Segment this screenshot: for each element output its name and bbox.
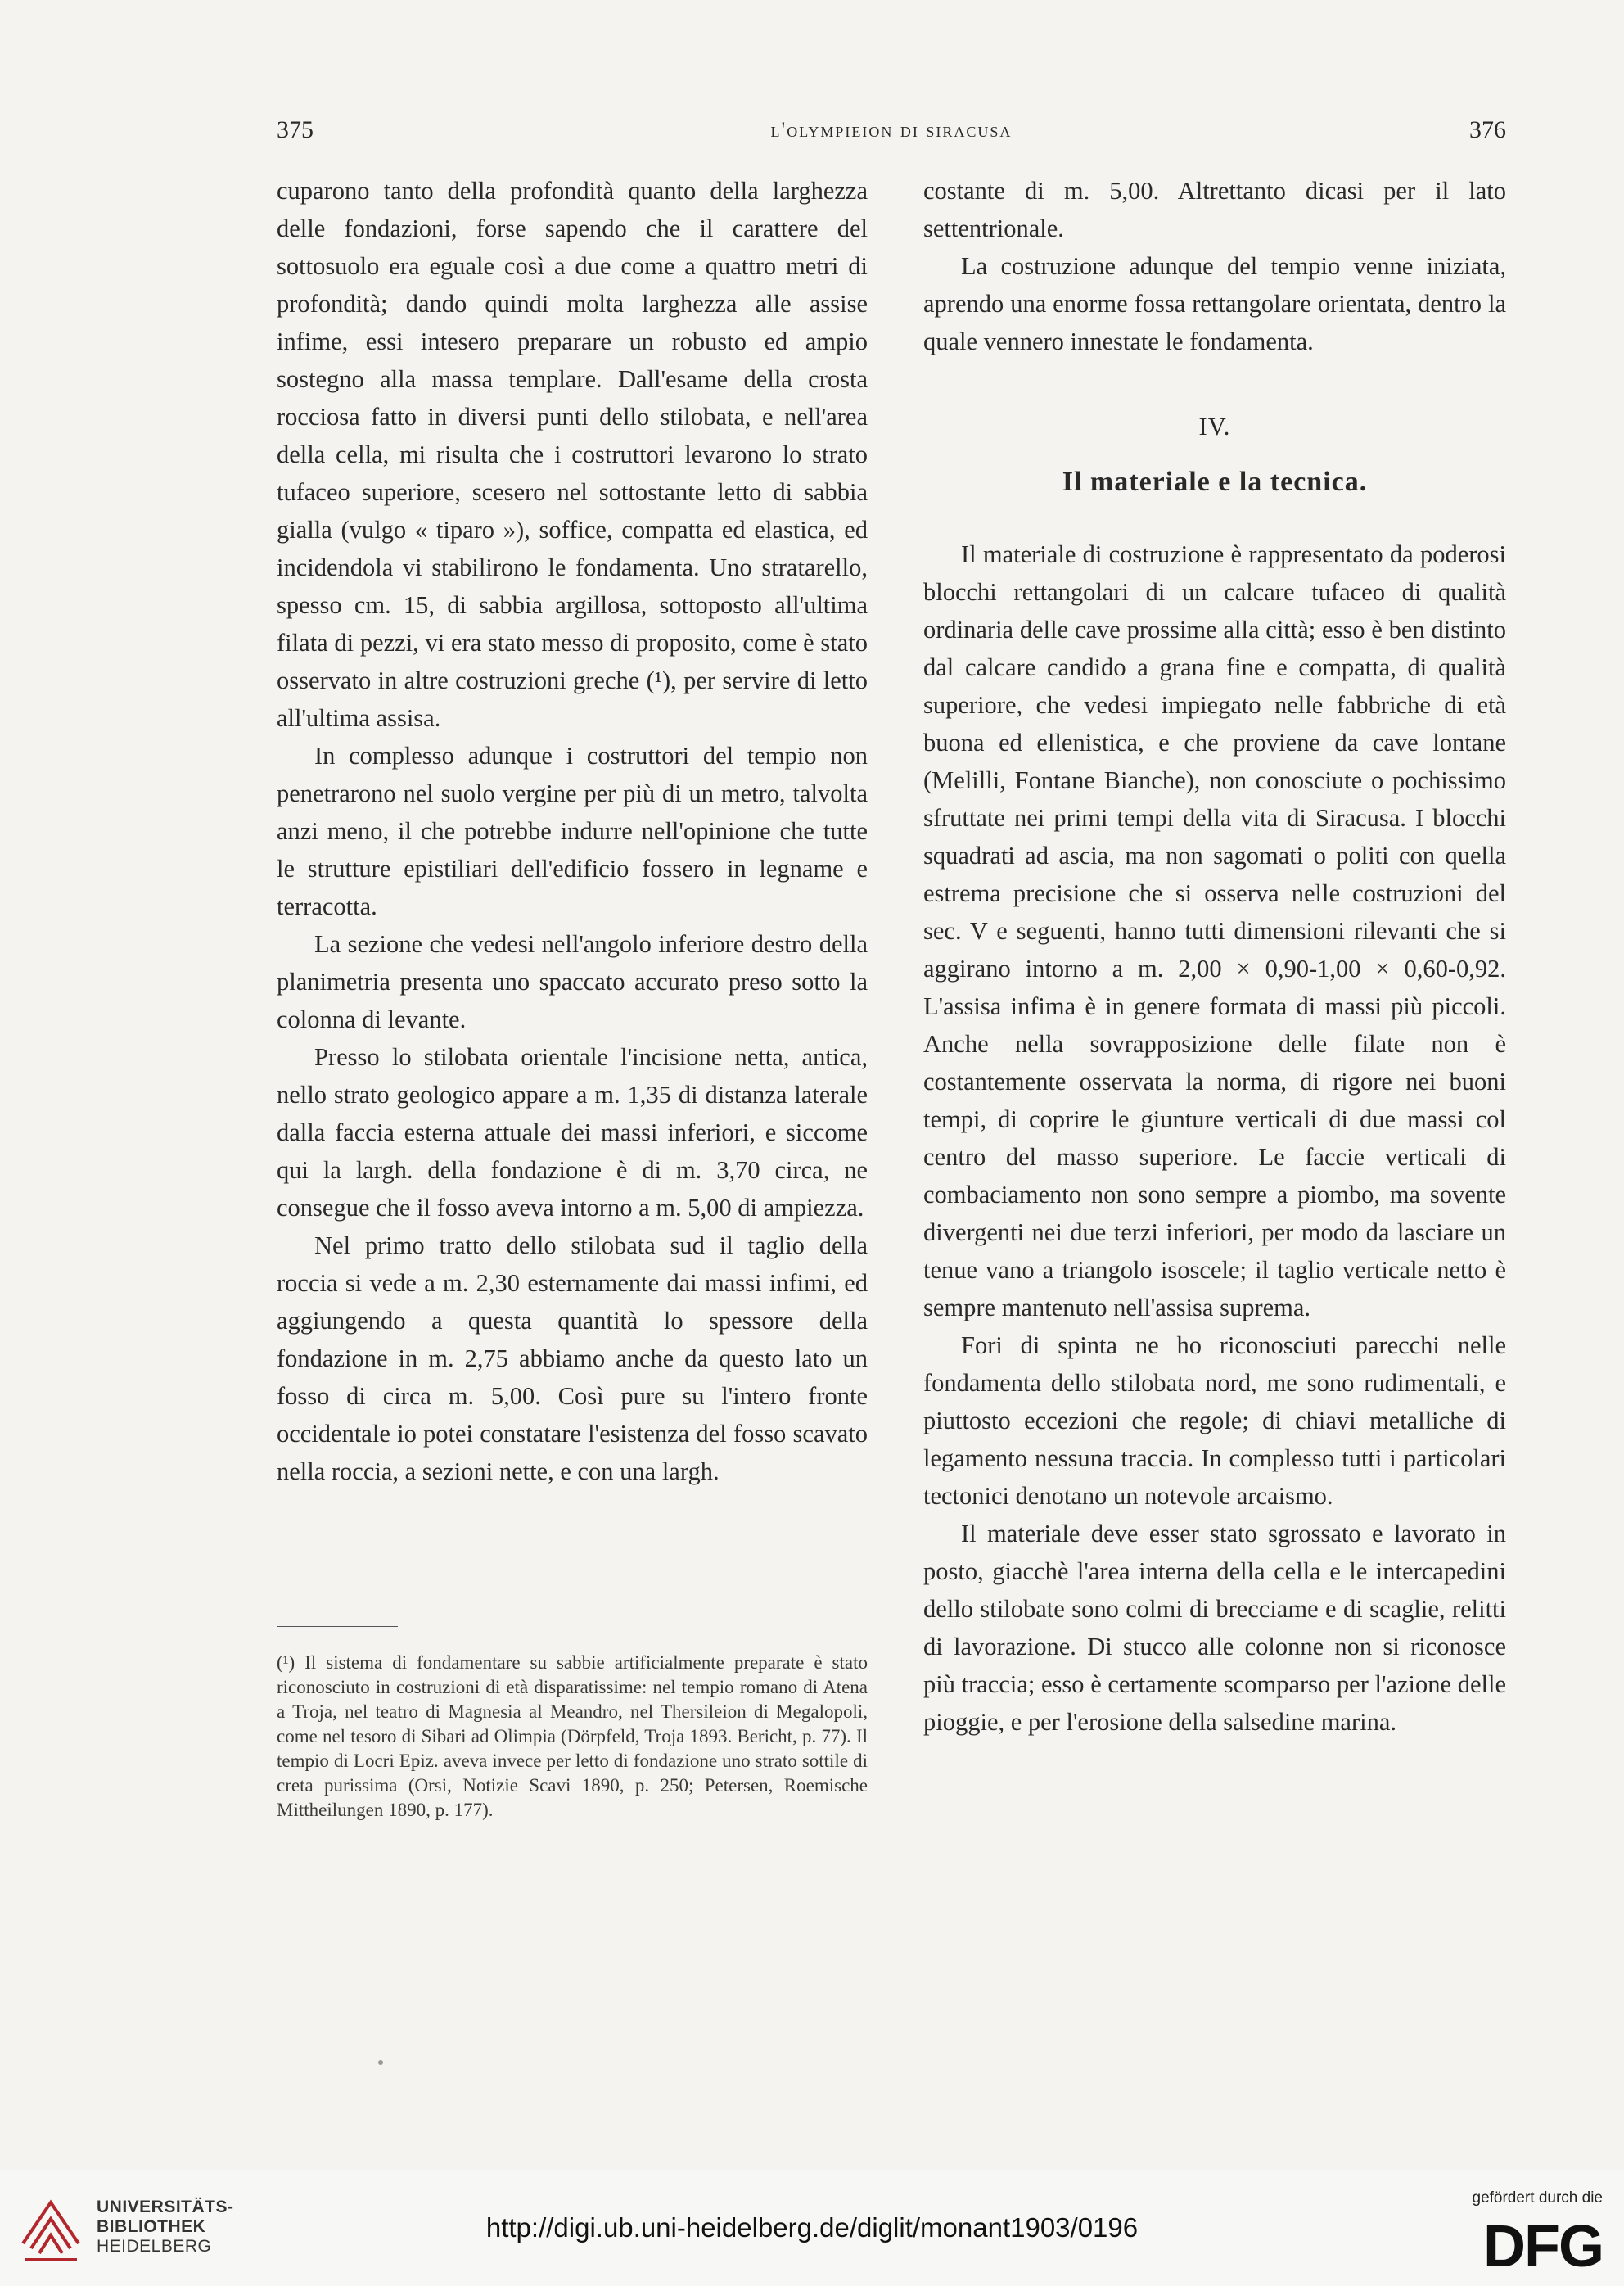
library-line: BIBLIOTHEK [97,2217,206,2236]
right-column [923,172,1506,1741]
page-number-right: 376 [1469,116,1506,143]
paragraph: La sezione che vedesi nell'angolo inferiore destro della planimetria presenta uno spaccato accurato preso sotto la colonna di levante. [277,930,868,1033]
permalink[interactable]: http://digi.ub.uni-heidelberg.de/diglit/monant1903/0196 [485,2212,1139,2243]
paragraph: cuparono tanto della profondità quanto della larghezza delle fondazioni, forse sapendo che il carattere del sottosuolo era eguale così a due come a quattro metri di profondità; dando quindi molta larghezza alle assise infime, essi intesero preparare un robusto ed ampio sostegno alla massa templare. Dall'esame della crosta rocciosa fatto in diversi punti dello stilobata, e nell'area della cella, mi risulta che i costruttori levarono lo strato tufaceo superiore, scesero nel sottostante letto di sabbia gialla (vulgo « tiparo »), soffice, compatta ed elastica, ed incidendola vi stabilirono le fondamenta. Uno stratarello, spesso cm. 15, di sabbia argillosa, sottoposto all'ultima filata di pezzi, vi era stato messo di proposito, come è stato osservato in altre costruzioni greche (¹), per servire di letto all'ultima assisa. [277,177,868,732]
library-line: HEIDELBERG [97,2237,212,2256]
left-column [277,172,868,1490]
footnote-text: (¹) Il sistema di fondamentare su sabbie artificialmente preparate è stato riconosciuto in costruzioni di età disparatissime: nel tempio romano di Atena a Troja, nel teatro di Magnesia al Meandro, nel Thersileion di Megalopoli, come nel tesoro di Sibari ad Olimpia (Dörpfeld, Troja 1893. Bericht, p. 77). Il tempio di Locri Epiz. aveva invece per letto di fondazione uno strato sottile di creta purissima (Orsi, Notizie Scavi 1890, p. 250; Petersen, Roemische Mittheilungen 1890, p. 177). [277,1652,868,1820]
paragraph: Il materiale di costruzione è rappresentato da poderosi blocchi rettangolari di un calcare tufaceo di qualità ordinaria delle cave prossime alla città; esso è ben distinto dal calcare candido a grana fine e compatta, di qualità superiore, che vedesi impiegato nelle fabbriche di età buona ed ellenistica, e che proviene da cave lontane (Melilli, Fontane Bianche), non conosciute o pochissimo sfruttate nei primi tempi della vita di Siracusa. I blocchi squadrati ad ascia, ma non sagomati o politi con quella estrema precisione che si osserva nelle costruzioni del sec. V e seguenti, hanno tutti dimensioni rilevanti che si aggirano intorno a m. 2,00 × 0,90-1,00 × 0,60-0,92. L'assisa infima è in genere formata di massi più piccoli. Anche nella sovrapposizione delle filate non è costantemente osservata la norma, di rigore nei buoni tempi, di coprire le giunture verticali di due massi col centro del masso superiore. Le faccie verticali di combaciamento non sono sempre a piombo, ma sovente divergenti nei due terzi inferiori, per modo da lasciare un tenue vano a triangolo isoscele; il taglio verticale netto è sempre mantenuto nell'assisa suprema. [923,540,1506,1321]
funded-by-label: gefördert durch die [1472,2189,1603,2207]
paragraph: costante di m. 5,00. Altrettanto dicasi per il lato settentrionale. [923,177,1506,242]
footnote-rule [277,1626,398,1627]
digitization-footer [0,2170,1624,2286]
paragraph: Nel primo tratto dello stilobata sud il taglio della roccia si vede a m. 2,30 esternamente dai massi infimi, ed aggiungendo a questa quantità lo spessore della fondazione in m. 2,75 abbiamo anche da questo lato un fosso di circa m. 5,00. Così pure su l'intero fronte occidentale io potei constatare l'esistenza del fosso scavato nella roccia, a sezioni nette, e con una largh. [277,1231,868,1485]
section-number: IV. [1198,413,1231,440]
paragraph: Il materiale deve esser stato sgrossato e lavorato in posto, giacchè l'area interna della cella e le intercapedini dello stilobate sono colmi di brecciame e di scaglie, relitti di lavorazione. Di stucco alle colonne non si riconosce più traccia; esso è certamente scomparso per l'azione delle pioggie, e per l'erosione della salsedine marina. [923,1520,1506,1736]
running-header [277,116,1506,149]
paragraph: Presso lo stilobata orientale l'incisione netta, antica, nello strato geologico appare a m. 1,35 di distanza laterale dalla faccia esterna attuale dei massi inferiori, e siccome qui la largh. della fondazione è di m. 3,70 circa, ne consegue che il fosso aveva intorno a m. 5,00 di ampiezza. [277,1043,868,1222]
paragraph: In complesso adunque i costruttori del tempio non penetrarono nel suolo vergine per più di un metro, talvolta anzi meno, il che potrebbe indurre nell'opinione che tutte le strutture epistiliari dell'edificio fossero in legname e terracotta. [277,742,868,920]
scan-speck [378,2060,383,2065]
library-line: UNIVERSITÄTS- [97,2198,234,2216]
footnote [277,1651,868,1823]
section-title: Il materiale e la tecnica. [1062,467,1368,497]
paragraph: La costruzione adunque del tempio venne iniziata, aprendo una enorme fossa rettangolare orientata, dentro la quale vennero innestate le fondamenta. [923,252,1506,355]
running-title: l'olympieion di siracusa [770,118,1013,142]
dfg-logo: DFG [1483,2214,1603,2279]
paragraph: Fori di spinta ne ho riconosciuti parecchi nelle fondamenta dello stilobata nord, me sono rudimentali, e piuttosto eccezioni che regole; di chiavi metalliche di legamento nessuna traccia. In complesso tutti i particolari tectonici denotano un notevole arcaismo. [923,1331,1506,1510]
page-number-left: 375 [277,116,314,143]
